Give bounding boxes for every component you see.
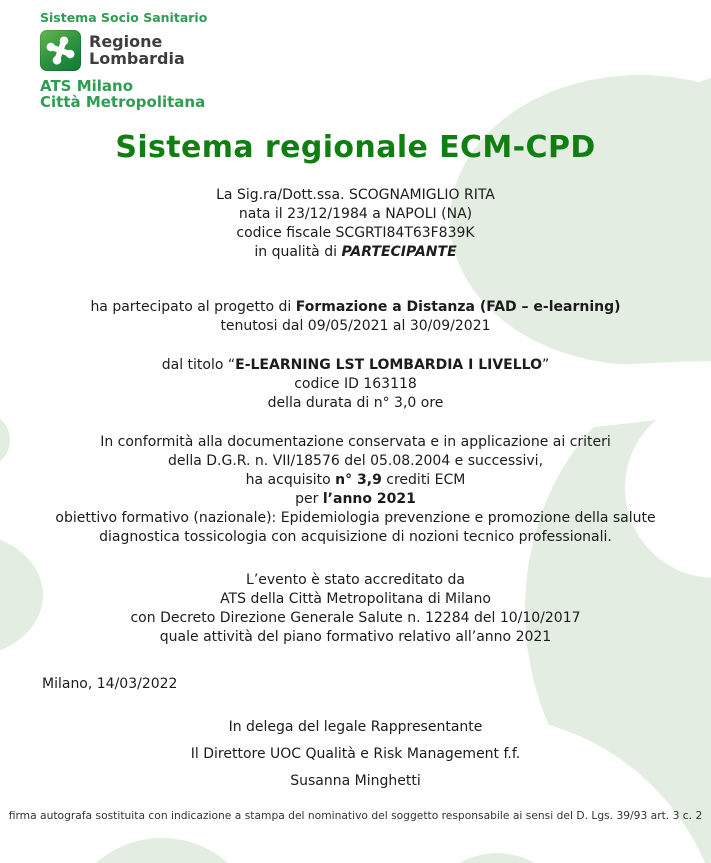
project-block [0,298,711,336]
regione-lombardia-logo [40,30,81,71]
signature-role: Il Direttore UOC Qualità e Risk Management f.f. [190,746,521,762]
signature-delegation: In delega del legale Rappresentante [228,719,483,735]
credits-acquired-line [0,471,711,490]
project-prefix: ha partecipato al progetto di [90,299,296,315]
course-title: E-LEARNING LST LOMBARDIA I LIVELLO [235,357,542,373]
system-label: Sistema Socio Sanitario [40,10,208,25]
course-title-suffix: ” [542,357,550,373]
accreditation-line2: ATS della Città Metropolitana di Milano [220,591,491,607]
credits-line2: della D.G.R. n. VII/18576 del 05.08.2004 e successivi, [167,453,544,469]
footer-note: firma autografa sostituita con indicazione a stampa del nominativo del soggetto responsabile ai sensi del D. Lgs. 39/93 art. 3 c. 2 [8,809,703,822]
credits-year-line [0,490,711,509]
accreditation-line4: quale attività del piano formativo relativo all’anno 2021 [159,629,552,645]
org-name-line2: Città Metropolitana [40,93,206,111]
project-line [0,298,711,317]
signature-block [0,714,711,795]
credits-amount: n° 3,9 [335,472,382,488]
course-title-prefix: dal titolo “ [161,357,236,373]
recipient-role: PARTECIPANTE [341,244,457,260]
recipient-block [0,186,711,262]
place-date: Milano, 14/03/2022 [42,676,178,692]
region-name-line2: Lombardia [89,48,185,68]
credits-objective-line2: diagnostica tossicologia con acquisizione di nozioni tecnico professionali. [99,529,612,545]
project-dates: tenutosi dal 09/05/2021 al 30/09/2021 [220,318,491,334]
region-name-line1: Regione [89,32,163,51]
recipient-role-prefix: in qualità di [254,244,342,260]
accreditation-block [0,571,711,647]
credits-acquired-suffix: crediti ECM [381,472,466,488]
accreditation-line3: con Decreto Direzione Generale Salute n. 12284 del 10/10/2017 [130,610,581,626]
credits-acquired-prefix: ha acquisito [245,472,336,488]
recipient-birth: nata il 23/12/1984 a NAPOLI (NA) [238,206,473,222]
recipient-fiscal-code: codice fiscale SCGRTI84T63F839K [236,225,475,241]
recipient-role-line [0,243,711,262]
accreditation-line1: L’evento è stato accreditato da [246,572,465,588]
credits-objective-line1: obiettivo formativo (nazionale): Epidemiologia prevenzione e promozione della salute [55,510,656,526]
header [0,0,711,110]
credits-block [0,433,711,547]
course-block [0,356,711,413]
signature-name: Susanna Minghetti [290,773,421,789]
project-type: Formazione a Distanza (FAD – e-learning) [295,299,621,315]
page-title: Sistema regionale ECM-CPD [115,130,596,165]
course-code: codice ID 163118 [294,376,417,392]
credits-line1: In conformità alla documentazione conservata e in applicazione ai criteri [100,434,611,450]
recipient-salutation: La Sig.ra/Dott.ssa. SCOGNAMIGLIO RITA [216,187,495,203]
course-title-line [0,356,711,375]
credits-year-prefix: per [295,491,323,507]
region-name [89,34,185,67]
org-name [40,78,711,110]
course-duration: della durata di n° 3,0 ore [267,395,444,411]
credits-year: l’anno 2021 [322,491,416,507]
org-name-line1: ATS Milano [40,77,134,95]
rosa-camuna-icon [44,34,77,67]
